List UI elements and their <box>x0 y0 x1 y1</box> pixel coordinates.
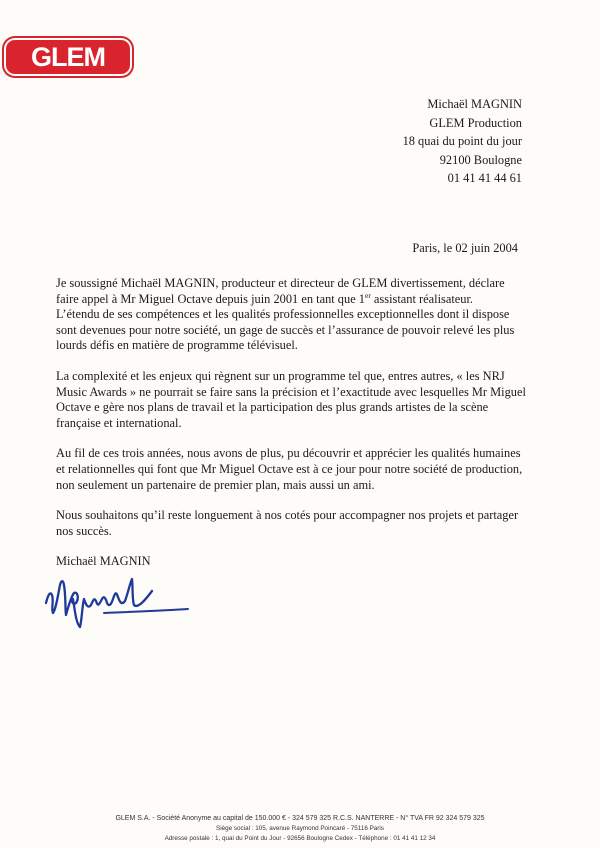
paragraph-3: Au fil de ces trois années, nous avons de plus, pu découvrir et apprécier les qualités humaines et relationnelles qui font que Mr Miguel Octave est à ce jour pour notre société de production, non seulement un partenaire de premier plan, mais aussi un ami. <box>56 446 523 492</box>
paragraph-1 <box>56 276 526 354</box>
sender-name: Michaël MAGNIN <box>427 97 522 111</box>
sender-phone: 01 41 41 44 61 <box>447 171 522 185</box>
letter-body <box>56 276 526 554</box>
footer-legal <box>0 813 600 844</box>
footer-line-2: Siège social : 105, avenue Raymond Poincaré - 75116 Paris <box>216 825 384 832</box>
signatory-name: Michaël MAGNIN <box>56 554 151 568</box>
sender-street: 18 quai du point du jour <box>402 134 522 148</box>
paragraph-1-text-end: assistant réalisateur. <box>370 291 474 306</box>
sender-address-block <box>403 95 522 188</box>
paragraph-4: Nous souhaitons qu’il reste longuement à nos cotés pour accompagner nos projets et partager nos succès. <box>56 508 519 538</box>
sender-company: GLEM Production <box>429 115 522 130</box>
letter-date: Paris, le 02 juin 2004 <box>412 241 518 255</box>
paragraph-1-text: Je soussigné Michaël MAGNIN, producteur et directeur de GLEM divertissement, déclare faire appel à Mr Miguel Octave depuis juin 2001 en tant que 1 <box>56 276 505 306</box>
paragraph-2: La complexité et les enjeux qui règnent sur un programme tel que, entres autres, « les NRJ Music Awards » ne pourrait se faire sans la précision et l’exactitude avec lesquelles Mr Miguel Octave e gère nos plans de travail et la participation des plus grands artistes de la scène française et international. <box>56 368 526 430</box>
paragraph-1-continued: L’étendu de ses compétences et les qualités professionnelles exceptionnelles dont il dispose sont devenues pour notre société, un gage de succès et l’assurance de pouvoir relevé les plus lourds défis en matière de programme télévisuel. <box>56 307 515 353</box>
sender-city: 92100 Boulogne <box>439 152 522 167</box>
glem-logo <box>6 40 130 74</box>
footer-line-3: Adresse postale : 1, quai du Point du Jour - 92656 Boulogne Cedex - Téléphone : 01 41 41 12 34 <box>164 835 436 842</box>
glem-logo-text: GLEM <box>31 42 105 72</box>
footer-line-1: GLEM S.A. - Société Anonyme au capital de 150.000 € - 324 579 325 R.C.S. NANTERRE - N° TVA FR 92 324 579 325 <box>115 815 485 822</box>
ordinal-superscript: er <box>365 290 371 300</box>
handwritten-signature <box>38 565 198 635</box>
